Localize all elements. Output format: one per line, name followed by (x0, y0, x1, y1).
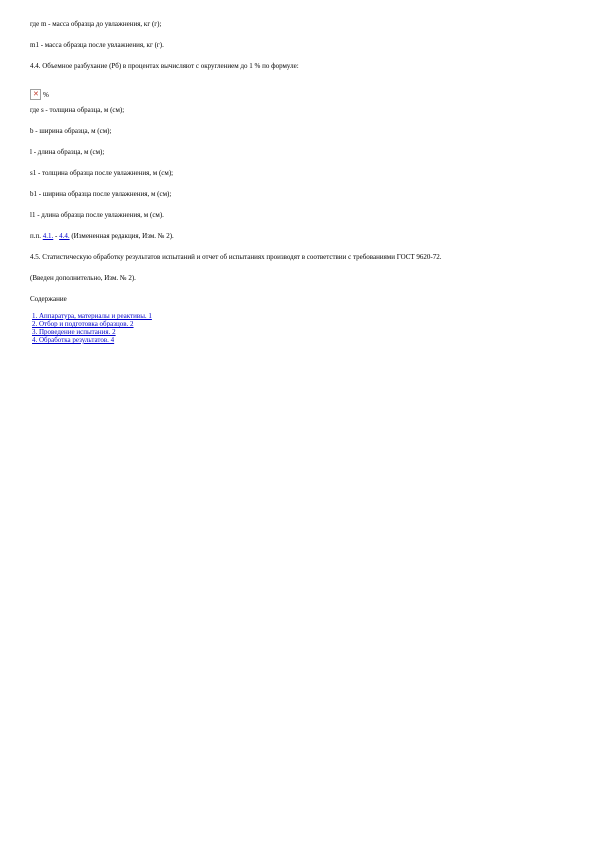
text-thickness: где s - толщина образца, м (см); (30, 106, 125, 114)
text-clause-4-4: 4.4. Объемное разбухание (Pб) в процентах вычисляют с округлением до 1 % по формуле: (30, 62, 299, 70)
toc-item-testing[interactable]: 3. Проведение испытания. 2 (32, 328, 116, 336)
amendment-prefix: п.п. (30, 232, 43, 240)
toc-item-sampling[interactable]: 2. Отбор и подготовка образцов. 2 (32, 320, 134, 328)
amendment-note (30, 232, 570, 241)
link-clause-4-4[interactable]: 4.4. (59, 232, 70, 240)
text-length-after: l1 - длина образца после увлажнения, м (см). (30, 211, 164, 219)
toc-item-apparatus[interactable]: 1. Аппаратура, материалы и реактивы. 1 (32, 312, 152, 320)
text-width-after: b1 - ширина образца после увлажнения, м (см); (30, 190, 172, 198)
text-mass-after: m1 - масса образца после увлажнения, кг (г). (30, 41, 164, 49)
text-length: l - длина образца, м (см); (30, 148, 105, 156)
document-page (30, 20, 570, 344)
broken-image-icon: ✕ (30, 89, 41, 100)
formula-unit: % (43, 91, 49, 99)
text-width: b - ширина образца, м (см); (30, 127, 112, 135)
amendment-dash: - (53, 232, 60, 240)
amendment-suffix: (Измененная редакция, Изм. № 2). (69, 232, 174, 240)
text-added-note: (Введен дополнительно, Изм. № 2). (30, 274, 136, 282)
link-clause-4-1[interactable]: 4.1. (42, 232, 54, 240)
text-thickness-after: s1 - толщина образца после увлажнения, м (см); (30, 169, 174, 177)
table-of-contents (32, 312, 570, 344)
toc-item-results[interactable]: 4. Обработка результатов. 4 (32, 336, 115, 344)
toc-title: Содержание (30, 295, 67, 303)
text-mass-before: где m - масса образца до увлажнения, кг (г); (30, 20, 162, 28)
formula (30, 83, 570, 100)
text-clause-4-5: 4.5. Статистическую обработку результатов испытаний и отчет об испытаниях производят в соответствии с требованиями ГОСТ 9620-72. (30, 253, 442, 261)
